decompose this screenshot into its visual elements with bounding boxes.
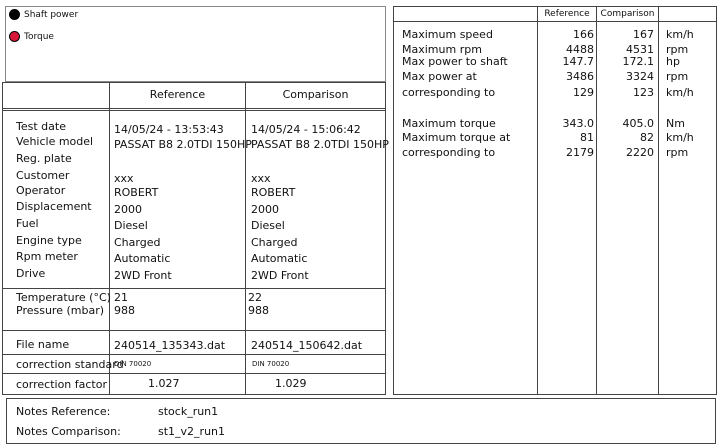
info-label: Reg. plate	[16, 152, 72, 165]
info-ref-value: 2WD Front	[114, 269, 172, 282]
info-ref-value: Charged	[114, 236, 161, 249]
torque-legend-dot	[9, 31, 20, 42]
result-cmp-value: 405.0	[622, 117, 654, 130]
info-header-reference: Reference	[149, 88, 206, 101]
temperature-label: Temperature (°C)	[16, 291, 111, 304]
info-label: Rpm meter	[16, 250, 78, 263]
result-unit: km/h	[666, 86, 694, 99]
result-cmp-value: 4531	[626, 43, 654, 56]
file-name-label: File name	[16, 338, 70, 351]
temperature-cmp-value: 22	[248, 291, 262, 304]
results-header-reference: Reference	[544, 9, 590, 19]
file-name-ref-value: 240514_135343.dat	[114, 339, 226, 352]
correction-standard-ref-value: DIN 70020	[114, 360, 152, 368]
legend-label-torque: Torque	[24, 32, 54, 42]
result-label: Max power to shaft	[402, 55, 508, 68]
correction-factor-label: correction factor	[16, 378, 107, 391]
info-cmp-value: Automatic	[251, 252, 308, 265]
pressure-label: Pressure (mbar)	[16, 304, 105, 317]
info-cmp-value: ROBERT	[251, 186, 296, 199]
info-ref-value: PASSAT B8 2.0TDI 150HP	[114, 138, 252, 151]
result-cmp-value: 167	[633, 28, 654, 41]
result-ref-value: 343.0	[562, 117, 594, 130]
correction-factor-cmp-value: 1.029	[275, 377, 307, 390]
info-label: Displacement	[16, 200, 92, 213]
result-ref-value: 147.7	[562, 55, 594, 68]
info-cmp-value: PASSAT B8 2.0TDI 150HP	[251, 138, 389, 151]
result-cmp-value: 82	[640, 131, 654, 144]
result-unit: rpm	[666, 146, 689, 159]
result-unit: rpm	[666, 70, 689, 83]
result-unit: km/h	[666, 131, 694, 144]
pressure-ref-value: 988	[114, 304, 135, 317]
result-unit: rpm	[666, 43, 689, 56]
result-label: Maximum speed	[402, 28, 493, 41]
legend-label-shaft-power: Shaft power	[24, 10, 79, 20]
result-ref-value: 166	[573, 28, 594, 41]
results-header-comparison: Comparison	[600, 9, 655, 19]
info-label: Operator	[16, 184, 66, 197]
result-cmp-value: 172.1	[622, 55, 654, 68]
result-label: Max power at	[402, 70, 477, 83]
result-ref-value: 129	[573, 86, 594, 99]
info-ref-value: Automatic	[114, 252, 171, 265]
result-unit: Nm	[666, 117, 685, 130]
result-label: Maximum rpm	[402, 43, 482, 56]
info-label: Engine type	[16, 234, 82, 247]
correction-factor-ref-value: 1.027	[148, 377, 180, 390]
pressure-cmp-value: 988	[248, 304, 269, 317]
correction-standard-cmp-value: DIN 70020	[252, 360, 290, 368]
info-label: Customer	[16, 169, 70, 182]
result-ref-value: 4488	[566, 43, 594, 56]
info-ref-value: xxx	[114, 172, 134, 185]
result-unit: km/h	[666, 28, 694, 41]
info-ref-value: Diesel	[114, 219, 148, 232]
info-label: Vehicle model	[16, 135, 94, 148]
shaft-power-legend-dot	[9, 9, 20, 20]
result-ref-value: 2179	[566, 146, 594, 159]
result-unit: hp	[666, 55, 680, 68]
info-ref-value: 14/05/24 - 13:53:43	[114, 123, 224, 136]
info-cmp-value: xxx	[251, 172, 271, 185]
result-label: Maximum torque	[402, 117, 496, 130]
info-cmp-value: 2000	[251, 203, 279, 216]
info-cmp-value: Charged	[251, 236, 298, 249]
info-cmp-value: Diesel	[251, 219, 285, 232]
info-header-comparison: Comparison	[282, 88, 349, 101]
result-cmp-value: 2220	[626, 146, 654, 159]
info-cmp-value: 2WD Front	[251, 269, 309, 282]
temperature-ref-value: 21	[114, 291, 128, 304]
info-ref-value: ROBERT	[114, 186, 159, 199]
result-ref-value: 3486	[566, 70, 594, 83]
notes-comparison-value: st1_v2_run1	[158, 425, 226, 438]
result-label: corresponding to	[402, 86, 496, 99]
result-label: Maximum torque at	[402, 131, 511, 144]
info-label: Test date	[16, 120, 66, 133]
info-ref-value: 2000	[114, 203, 142, 216]
correction-standard-label: correction standard	[16, 358, 124, 371]
notes-comparison-label: Notes Comparison:	[16, 425, 121, 438]
notes-reference-value: stock_run1	[158, 405, 219, 418]
notes-reference-label: Notes Reference:	[16, 405, 111, 418]
result-cmp-value: 123	[633, 86, 654, 99]
info-label: Drive	[16, 267, 46, 280]
file-name-cmp-value: 240514_150642.dat	[251, 339, 363, 352]
result-ref-value: 81	[580, 131, 594, 144]
result-cmp-value: 3324	[626, 70, 654, 83]
info-cmp-value: 14/05/24 - 15:06:42	[251, 123, 361, 136]
info-label: Fuel	[16, 217, 39, 230]
result-label: corresponding to	[402, 146, 496, 159]
